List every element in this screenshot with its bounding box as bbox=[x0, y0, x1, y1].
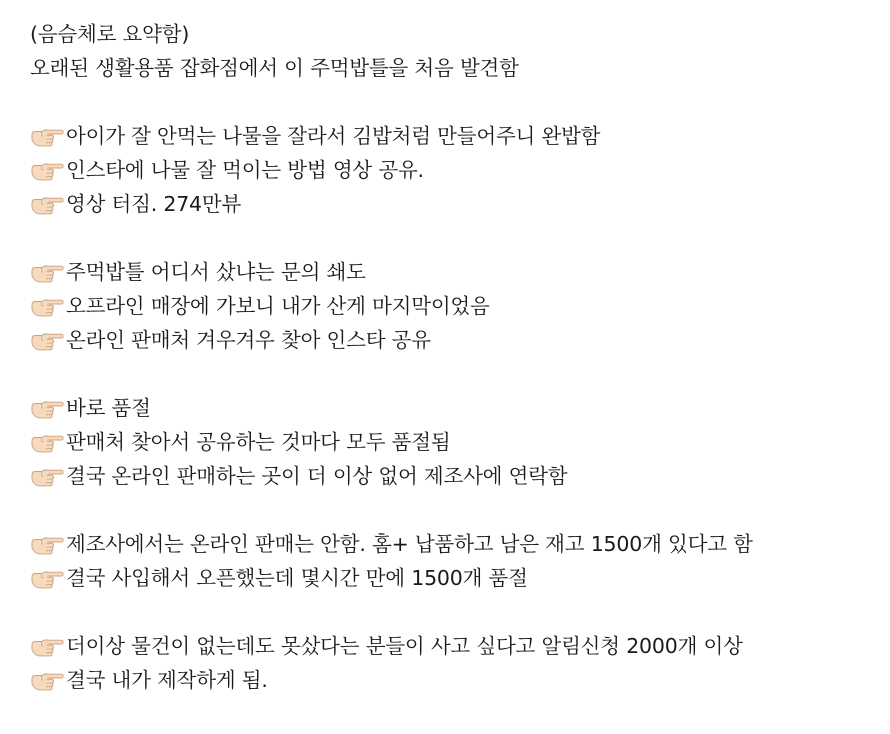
bullet-text: 인스타에 나물 잘 먹이는 방법 영상 공유. bbox=[66, 158, 424, 182]
bullet-text: 판매처 찾아서 공유하는 것마다 모두 품절됨 bbox=[66, 430, 451, 454]
bullet-item bbox=[30, 323, 880, 357]
bullet-item bbox=[30, 629, 880, 663]
bullet-item bbox=[30, 255, 880, 289]
backhand-index-pointing-right-icon bbox=[30, 295, 64, 317]
bullet-text: 결국 내가 제작하게 됨. bbox=[66, 668, 268, 692]
intro-line: 오래된 생활용품 잡화점에서 이 주먹밥틀을 처음 발견함 bbox=[30, 56, 519, 80]
bullet-text: 바로 품절 bbox=[66, 396, 151, 420]
bullet-item bbox=[30, 663, 880, 697]
bullet-text: 온라인 판매처 겨우겨우 찾아 인스타 공유 bbox=[66, 328, 431, 352]
paragraph-gap bbox=[30, 595, 880, 629]
backhand-index-pointing-right-icon bbox=[30, 159, 64, 181]
bullet-text: 결국 온라인 판매하는 곳이 더 이상 없어 제조사에 연락함 bbox=[66, 464, 568, 488]
backhand-index-pointing-right-icon bbox=[30, 261, 64, 283]
bullet-item bbox=[30, 289, 880, 323]
bullet-group bbox=[30, 255, 880, 357]
bullet-item bbox=[30, 561, 880, 595]
bullet-group bbox=[30, 119, 880, 221]
bullet-text: 오프라인 매장에 가보니 내가 산게 마지막이었음 bbox=[66, 294, 490, 318]
backhand-index-pointing-right-icon bbox=[30, 669, 64, 691]
post-body bbox=[30, 17, 880, 697]
paragraph-gap bbox=[30, 493, 880, 527]
bullet-item bbox=[30, 425, 880, 459]
bullet-text: 제조사에서는 온라인 판매는 안함. 홈+ 납품하고 남은 재고 1500개 있다고 함 bbox=[66, 532, 753, 556]
backhand-index-pointing-right-icon bbox=[30, 397, 64, 419]
paragraph-gap bbox=[30, 357, 880, 391]
bullet-item bbox=[30, 527, 880, 561]
paragraph-gap bbox=[30, 85, 880, 119]
backhand-index-pointing-right-icon bbox=[30, 329, 64, 351]
bullet-item bbox=[30, 391, 880, 425]
bullet-group bbox=[30, 391, 880, 493]
bullet-text: 아이가 잘 안먹는 나물을 잘라서 김밥처럼 만들어주니 완밥함 bbox=[66, 124, 601, 148]
bullet-text: 결국 사입해서 오픈했는데 몇시간 만에 1500개 품절 bbox=[66, 566, 528, 590]
intro-line: (음슴체로 요약함) bbox=[30, 22, 190, 46]
bullet-item bbox=[30, 459, 880, 493]
paragraph-gap bbox=[30, 221, 880, 255]
backhand-index-pointing-right-icon bbox=[30, 533, 64, 555]
bullet-group bbox=[30, 629, 880, 697]
backhand-index-pointing-right-icon bbox=[30, 193, 64, 215]
bullet-item bbox=[30, 153, 880, 187]
backhand-index-pointing-right-icon bbox=[30, 635, 64, 657]
backhand-index-pointing-right-icon bbox=[30, 465, 64, 487]
backhand-index-pointing-right-icon bbox=[30, 431, 64, 453]
bullet-item bbox=[30, 187, 880, 221]
bullet-text: 더이상 물건이 없는데도 못샀다는 분들이 사고 싶다고 알림신청 2000개 이상 bbox=[66, 634, 743, 658]
bullet-group bbox=[30, 527, 880, 595]
backhand-index-pointing-right-icon bbox=[30, 567, 64, 589]
bullet-text: 영상 터짐. 274만뷰 bbox=[66, 192, 242, 216]
bullet-text: 주먹밥틀 어디서 샀냐는 문의 쇄도 bbox=[66, 260, 366, 284]
bullet-item bbox=[30, 119, 880, 153]
backhand-index-pointing-right-icon bbox=[30, 125, 64, 147]
